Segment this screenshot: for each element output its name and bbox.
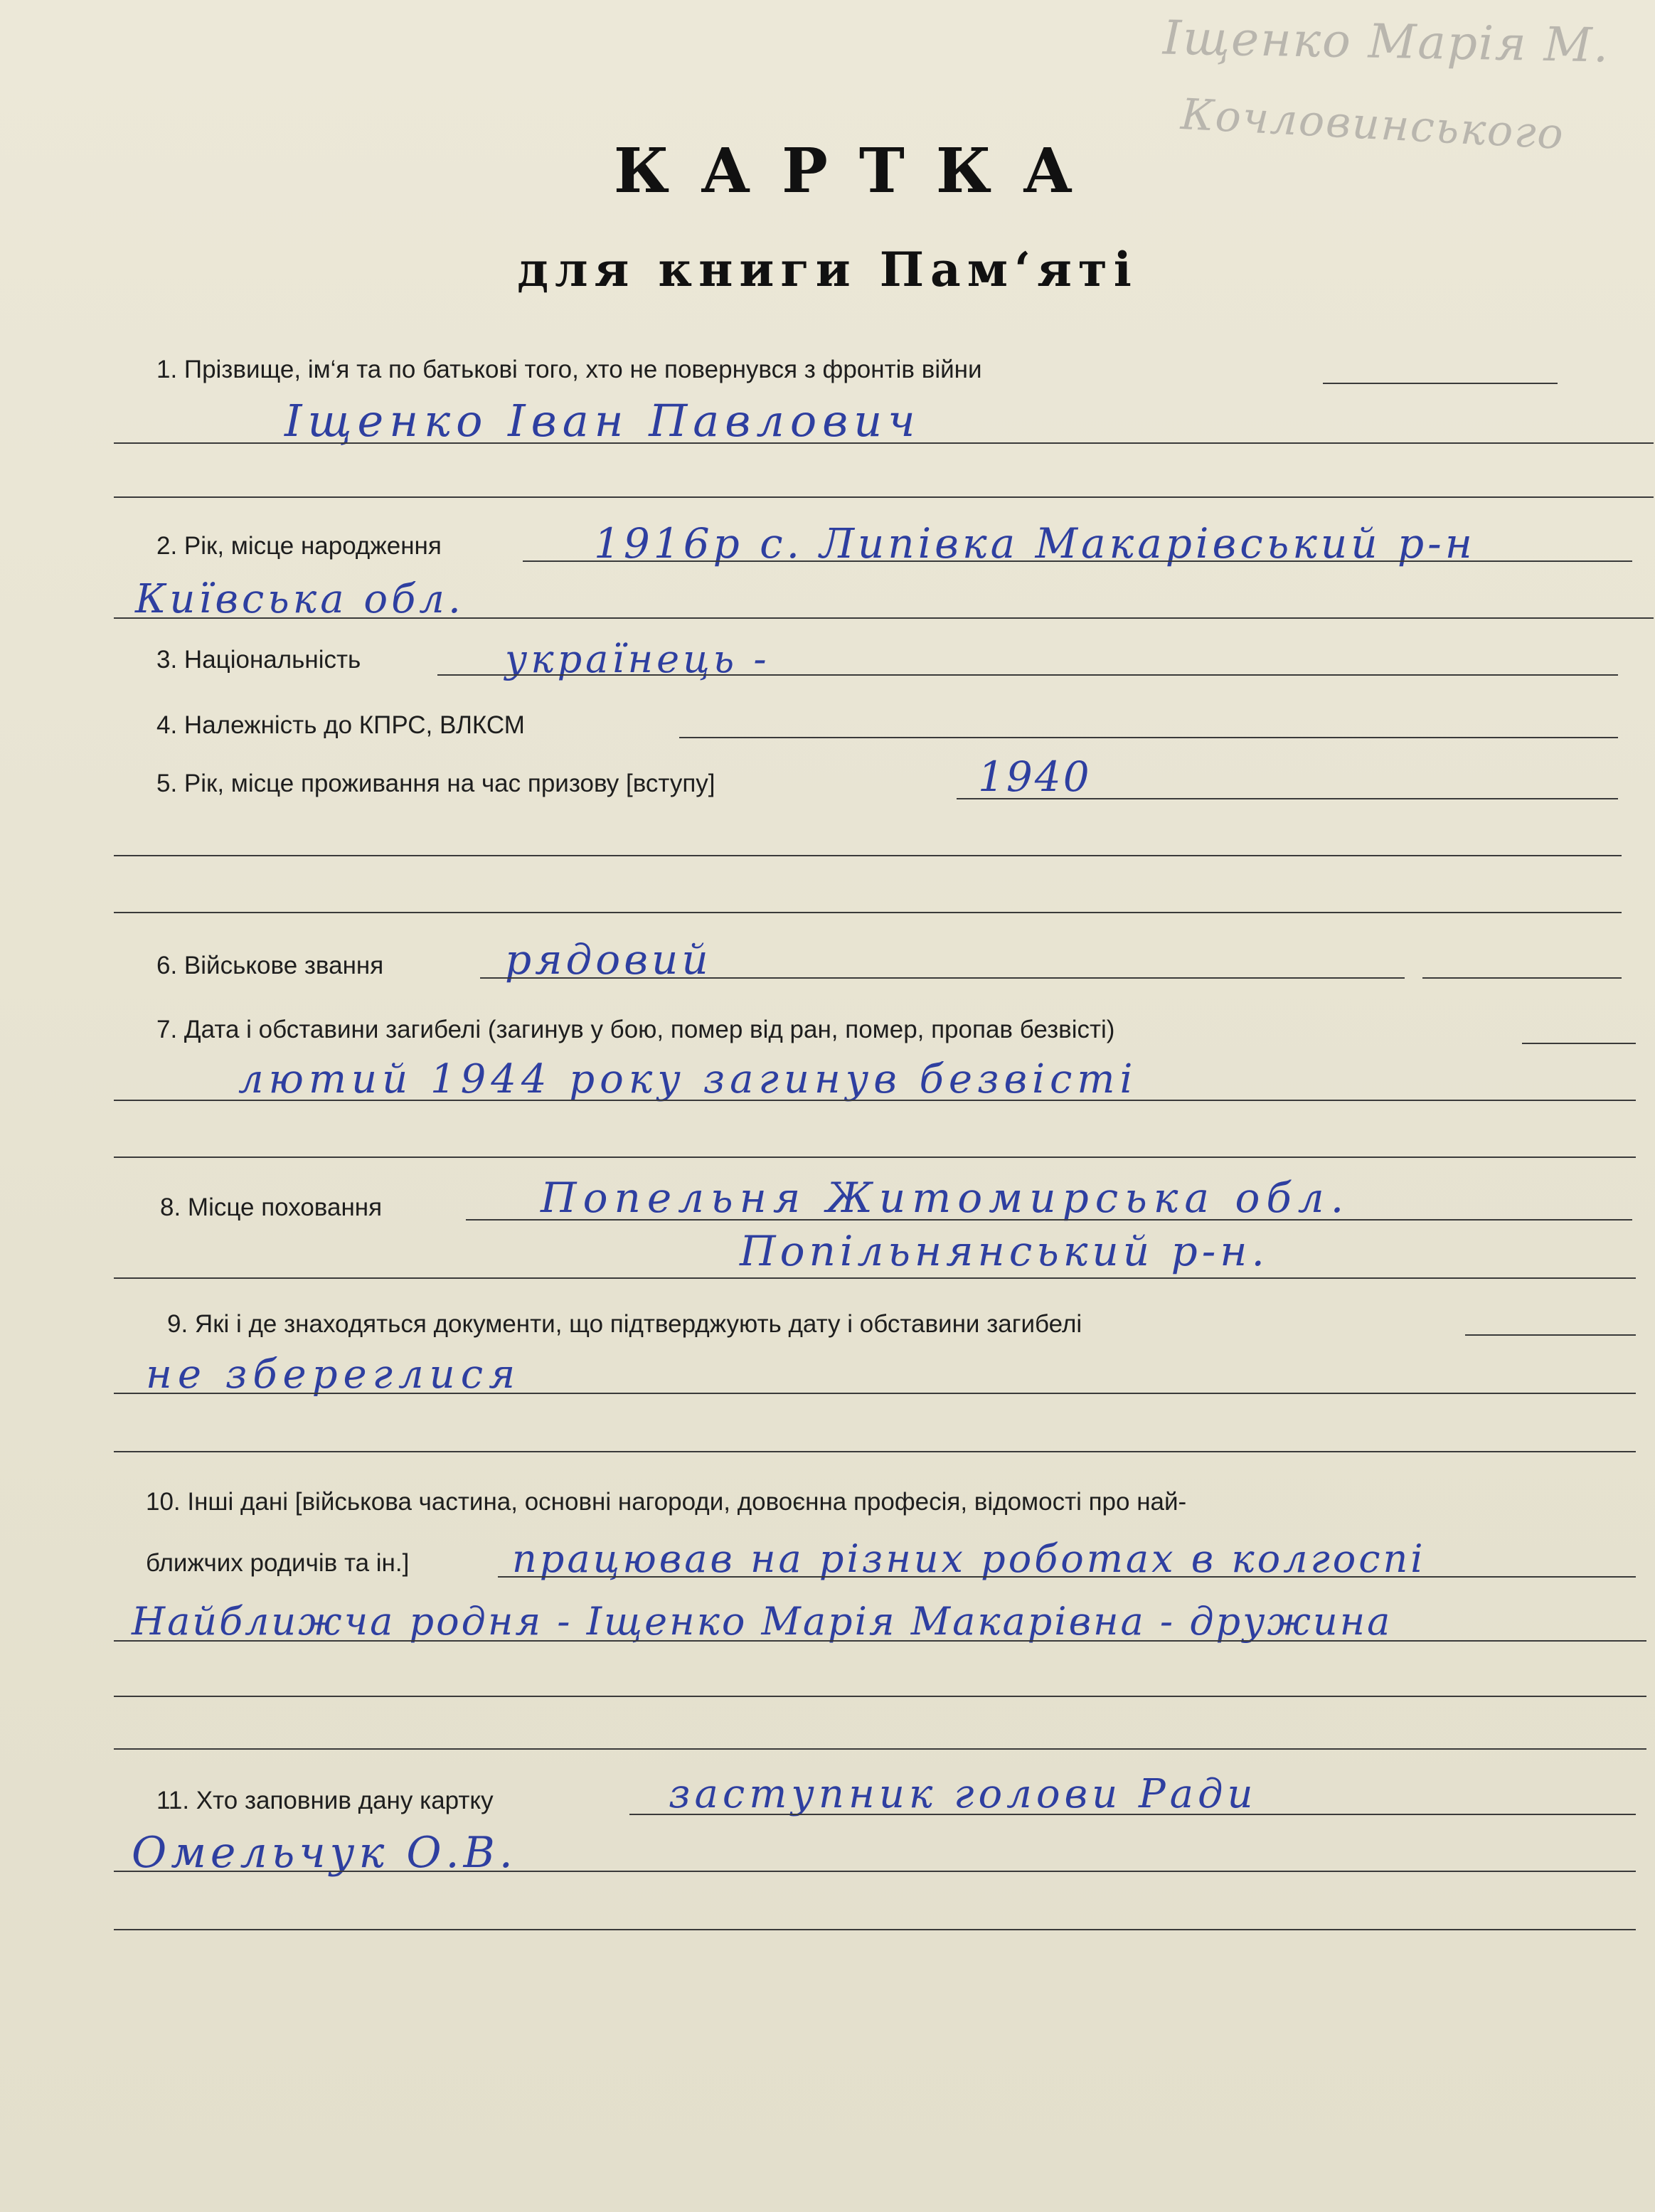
- card-title: КАРТКА: [613, 135, 1105, 207]
- field-2-value-line1: 1916р с. Липівка Макарівський р-н: [594, 519, 1476, 568]
- field-2-line-a: [523, 560, 1632, 562]
- field-5-line-a: [957, 798, 1618, 799]
- field-5-label: 5. Рік, місце проживання на час призову [вступу]: [156, 770, 715, 797]
- field-3-line: [437, 674, 1618, 676]
- field-11-value-line2: Омельчук О.В.: [132, 1828, 517, 1878]
- field-1-line-a: [1323, 383, 1558, 384]
- field-9-line-c: [114, 1451, 1636, 1452]
- field-10-label-line2: ближчих родичів та ін.]: [146, 1549, 410, 1577]
- field-10-line-a: [498, 1576, 1636, 1578]
- field-7-line-a: [1522, 1043, 1636, 1044]
- field-5-value: 1940: [978, 753, 1092, 801]
- field-5-line-c: [114, 912, 1622, 913]
- field-10-line-b: [114, 1640, 1646, 1642]
- field-8-label: 8. Місце поховання: [160, 1193, 383, 1221]
- field-9-label: 9. Які і де знаходяться документи, що підтверджують дату і обставини загибелі: [167, 1310, 1082, 1338]
- field-2-label: 2. Рік, місце народження: [156, 532, 442, 560]
- field-1-value: Іщенко Іван Павлович: [284, 395, 921, 447]
- field-11-line-c: [114, 1929, 1636, 1930]
- field-5-line-b: [114, 855, 1622, 856]
- field-8-value-line1: Попельня Житомирська обл.: [541, 1174, 1351, 1222]
- field-11-line-a: [629, 1814, 1636, 1815]
- field-10-value-line1: працював на різних роботах в колгоспі: [512, 1536, 1426, 1581]
- field-9-line-b: [114, 1393, 1636, 1394]
- field-9-value: не збереглися: [146, 1351, 521, 1398]
- field-9-line-a: [1465, 1334, 1636, 1336]
- field-3-label: 3. Національність: [156, 646, 361, 674]
- pencil-note-line2: Кочловинського: [1179, 89, 1566, 160]
- field-6-label: 6. Військове звання: [156, 952, 384, 979]
- field-6-value: рядовий: [505, 935, 712, 984]
- card-subtitle: для книги Пам‘яті: [517, 242, 1138, 297]
- field-7-label: 7. Дата і обставини загибелі (загинув у бою, помер від ран, помер, пропав безвісті): [156, 1016, 1115, 1043]
- field-6-line-b: [1422, 977, 1622, 979]
- field-8-line-a: [466, 1219, 1632, 1221]
- field-2-line-b: [114, 617, 1654, 619]
- field-4-label: 4. Належність до КПРС, ВЛКСМ: [156, 711, 525, 739]
- pencil-note-line1: Іщенко Марія М.: [1162, 10, 1610, 73]
- field-11-label: 11. Хто заповнив дану картку: [156, 1787, 494, 1814]
- field-1-line-c: [114, 496, 1654, 498]
- field-10-value-line2: Найближча родня - Іщенко Марія Макарівна - дружина: [132, 1599, 1393, 1644]
- field-4-line: [679, 737, 1618, 738]
- field-10-label-line1: 10. Інші дані [військова частина, основні нагороди, довоєнна професія, відомості про най-: [146, 1488, 1187, 1516]
- field-6-line-a: [480, 977, 1405, 979]
- field-8-line-b: [114, 1277, 1636, 1279]
- field-1-line-b: [114, 442, 1654, 444]
- field-1-label: 1. Прізвище, ім‘я та по батькові того, хто не повернувся з фронтів війни: [156, 356, 982, 383]
- field-11-value-line1: заступник голови Ради: [669, 1771, 1257, 1817]
- field-10-line-c: [114, 1696, 1646, 1697]
- field-11-line-b: [114, 1871, 1636, 1872]
- field-8-value-line2: Попільнянський р-н.: [740, 1227, 1269, 1275]
- field-3-value: українець -: [505, 637, 770, 681]
- field-7-line-b: [114, 1100, 1636, 1101]
- field-2-value-line2: Київська обл.: [135, 576, 464, 622]
- field-7-line-c: [114, 1156, 1636, 1158]
- field-7-value: лютий 1944 року загинув безвісті: [238, 1056, 1138, 1102]
- field-10-line-d: [114, 1748, 1646, 1750]
